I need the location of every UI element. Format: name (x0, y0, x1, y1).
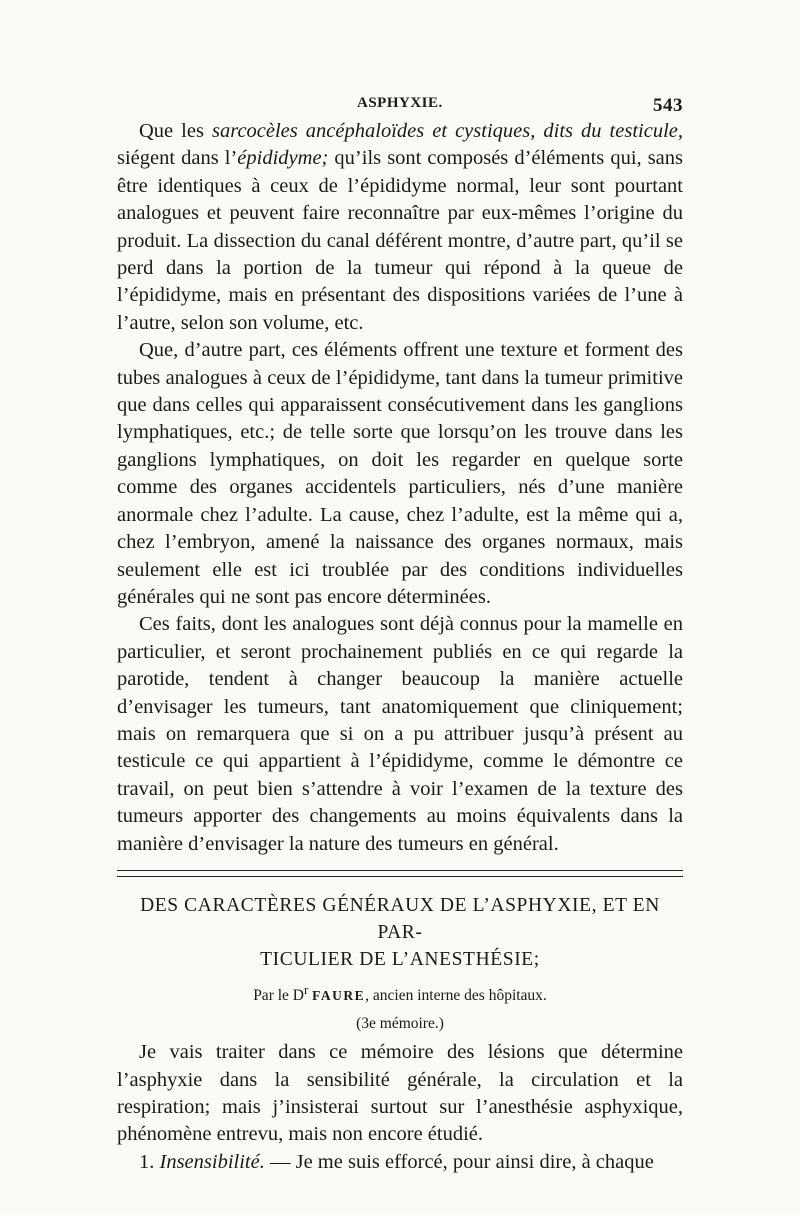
p1-text-a: Que les (139, 120, 212, 142)
section-1-number: 1. (139, 1150, 160, 1173)
article-title-line1: DES CARACTÈRES GÉNÉRAUX DE L’ASPHYXIE, ET EN PAR- (140, 895, 660, 943)
article-title (117, 892, 683, 973)
article-paragraph-1: Je vais traiter dans ce mémoire des lésions que détermine l’asphyxie dans la sensibilité générale, la circulation et la respiration; mais j’insisterai surtout sur l’anesthésie asphyxique, phénomène entrevu, mais non encore étudié. (117, 1041, 683, 1146)
p1-text-e: qu’ils sont composés d’éléments qui, sans être identiques à ceux de l’épididyme normal, leur sont pourtant analogues et peuvent faire reconnaître par eux-mêmes l’origine du produit. La dissection du canal déférent montre, d’autre part, qu’il se perd dans la portion de la tumeur qui répond à la queue de l’épididyme, mais en présentant des dispositions variées de l’une à l’autre, selon son volume, etc. (117, 147, 684, 334)
running-head (117, 95, 683, 117)
byline-sup: r (303, 982, 309, 997)
paragraph-3: Ces faits, dont les analogues sont déjà connus pour la mamelle en particulier, et seront prochainement publiés en ce qui regarde la parotide, tendent à changer beaucoup la manière actuelle d’envisager les tumeurs, tant anatomiquement que cliniquement; mais on remarquera que si on a pu attribuer jusqu’à présent au testicule ce qui appartient à l’épididyme, comme le démontre ce travail, on peut bien s’attendre à voir l’examen de la texture des tumeurs apporter des changements au moins équivalents dans la manière d’envisager la nature des tumeurs en général. (117, 613, 683, 855)
section-divider-top (117, 870, 683, 871)
section-divider-bottom (117, 876, 683, 877)
body-text (117, 118, 683, 858)
byline-suffix: , ancien interne des hôpitaux. (365, 987, 547, 1005)
page-number: 543 (653, 95, 683, 116)
running-head-title: ASPHYXIE. (357, 95, 443, 111)
paragraph-1 (117, 118, 683, 337)
byline (117, 979, 683, 1007)
memoir-number: (3e mémoire.) (356, 1015, 444, 1033)
author-name: FAURE (312, 988, 366, 1004)
p1-italic-epididyme: épididyme; (237, 147, 329, 170)
byline-prefix: Par le D (253, 987, 304, 1005)
section-1-text: — Je me suis efforcé, pour ainsi dire, à chaque (264, 1150, 654, 1173)
article (117, 892, 683, 1176)
article-title-line2: TICULIER DE L’ANESTHÉSIE; (260, 949, 540, 970)
section-1-title: Insensibilité. (159, 1150, 265, 1173)
p1-text-c: siégent dans l’ (117, 147, 238, 170)
section-1-heading (117, 1149, 683, 1176)
p1-italic-term: sarcocèles ancéphaloïdes et cystiques, dits du testicule, (212, 120, 683, 142)
article-body (117, 1039, 683, 1176)
paragraph-2: Que, d’autre part, ces éléments offrent une texture et forment des tubes analogues à ceux de l’épididyme, tant dans la tumeur primitive que dans celles qui apparaissent consécutivement dans les ganglions lymphatiques, etc.; de telle sorte que lorsqu’on les trouve dans les ganglions lymphatiques, on doit les regarder en quelque sorte comme des organes accidentels particuliers, nés d’une manière anormale chez l’adulte. La cause, chez l’adulte, est la même qui a, chez l’embryon, amené la naissance des organes normaux, mais seulement elle est ici troublée par des conditions individuelles générales qui ne sont pas encore déterminées. (117, 339, 683, 608)
